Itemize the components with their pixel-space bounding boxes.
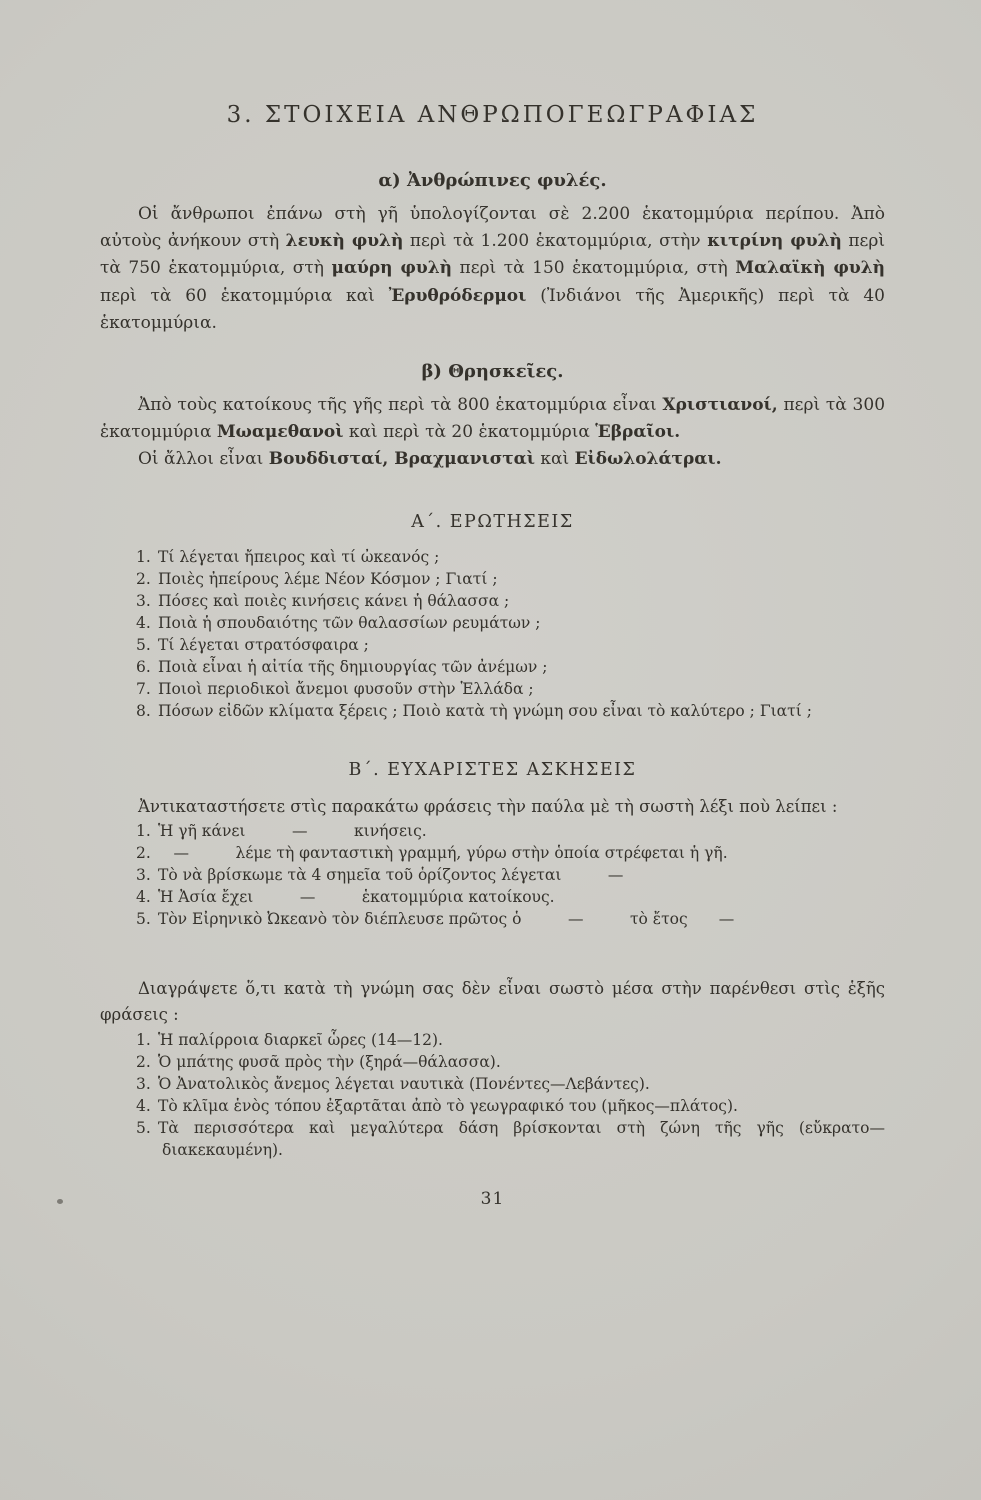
page-number: 31 [480,1188,505,1209]
bold-term: Βουδδισταί, Βραχμανισταὶ [268,449,535,470]
item-number: 6. [136,657,151,676]
question-item [136,634,885,656]
question-item [136,612,885,634]
section-races-heading: α) Ἀνθρώπινες φυλές. [378,170,607,191]
item-number: 3. [136,591,151,610]
item-text: Πόσων εἰδῶν κλίματα ξέρεις ; Ποιὸ κατὰ τὴ γνώμη σου εἶναι τὸ καλύτερο ; Γιατί ; [158,701,812,720]
races-paragraph [100,201,885,337]
delete-exercise-item [136,1095,885,1117]
item-number: 5. [136,909,151,928]
item-number: 4. [136,887,151,906]
item-number: 4. [136,613,151,632]
religions-others-paragraph [100,446,885,473]
bold-term: Χριστιανοί, [662,394,778,415]
text-run: καὶ περὶ τὰ 20 ἑκατομμύρια [343,422,596,443]
question-item [136,568,885,590]
exercises-heading: Β΄. ΕΥΧΑΡΙΣΤΕΣ ΑΣΚΗΣΕΙΣ [348,759,637,780]
fill-blank-item [136,820,885,842]
item-text: Ἡ γῆ κάνει — κινήσεις. [158,821,427,840]
ink-speck-artifact [57,1199,63,1204]
bold-term: Εἰδωλολάτραι. [574,449,722,470]
item-text: Ποιὰ ἡ σπουδαιότης τῶν θαλασσίων ρευμάτων ; [158,613,541,632]
item-number: 5. [136,635,151,654]
exercises-intro: Ἀντικαταστήσετε στὶς παρακάτω φράσεις τὴν παύλα μὲ τὴ σωστὴ λέξι ποὺ λείπει : [138,796,838,816]
item-number: 1. [136,1030,151,1049]
item-number: 2. [136,843,151,862]
bold-term: Μαλαϊκὴ φυλὴ [735,258,885,279]
delete-exercise-item [136,1029,885,1051]
text-run: Ἀπὸ τοὺς κατοίκους τῆς γῆς περὶ τὰ 800 ἑκατομμύρια εἶναι [138,394,663,415]
item-number: 8. [136,701,151,720]
item-number: 2. [136,569,151,588]
fill-blank-item [136,864,885,886]
bold-term: μαύρη φυλὴ [331,258,453,279]
item-number: 3. [136,1074,151,1093]
religions-paragraph [100,392,885,446]
item-text: Ποιοὶ περιοδικοὶ ἄνεμοι φυσοῦν στὴν Ἑλλάδα ; [158,679,534,698]
item-number: 5. [136,1118,151,1137]
item-text: — λέμε τὴ φανταστικὴ γραμμή, γύρω στὴν ὁποία στρέφεται ἡ γῆ. [158,843,728,862]
text-run: καὶ [535,449,575,470]
delete-exercise-list [136,1029,885,1161]
item-number: 1. [136,547,151,566]
item-text: Ὁ μπάτης φυσᾶ πρὸς τὴν (ξηρά—θάλασσα). [158,1052,501,1071]
fill-blank-list [136,820,885,930]
text-run: περὶ τὰ 60 ἑκατομμύρια καὶ [100,285,389,306]
bold-term: κιτρίνη φυλὴ [707,231,842,252]
text-run: περὶ τὰ 300 ἑκατομμύρια [100,394,886,443]
text-run: περὶ τὰ 150 ἑκατομμύρια, στὴ [452,258,736,279]
item-text: Ἡ παλίρροια διαρκεῖ ὧρες (14—12). [158,1030,443,1049]
item-number: 7. [136,679,151,698]
item-text: Ποιὲς ἠπείρους λέμε Νέον Κόσμον ; Γιατί ; [158,569,498,588]
question-item [136,590,885,612]
fill-blank-item [136,842,885,864]
item-text: Πόσες καὶ ποιὲς κινήσεις κάνει ἡ θάλασσα ; [158,591,510,610]
item-text: Τί λέγεται στρατόσφαιρα ; [158,635,369,654]
item-text: Ἡ Ἀσία ἔχει — ἑκατομμύρια κατοίκους. [158,887,555,906]
delete-exercise-item [136,1073,885,1095]
question-item [136,656,885,678]
item-text: Τί λέγεται ἤπειρος καὶ τί ὠκεανός ; [158,547,440,566]
question-item [136,678,885,700]
fill-blank-item [136,908,885,930]
item-number: 3. [136,865,151,884]
questions-heading: Α΄. ΕΡΩΤΗΣΕΙΣ [411,511,574,532]
text-run: Οἱ ἄνθρωποι ἐπάνω στὴ γῆ ὑπολογίζονται σὲ 2.200 ἑκατομμύρια περίπου. Ἀπὸ αὐτοὺς ἀνήκουν στὴ [100,204,885,252]
item-text: Τὸν Εἰρηνικὸ Ὠκεανὸ τὸν διέπλευσε πρῶτος ὁ — τὸ ἔτος — [158,909,735,928]
bold-term: λευκὴ φυλὴ [285,231,404,252]
delete-exercise-item [136,1117,885,1161]
item-text: Ὁ Ἀνατολικὸς ἄνεμος λέγεται ναυτικὰ (Πονέντες—Λεβάντες). [158,1074,650,1093]
text-run: (Ἰνδιάνοι τῆς Ἀμερικῆς) περὶ τὰ 40 ἑκατομμύρια. [100,285,885,333]
item-text: Τὸ νὰ βρίσκωμε τὰ 4 σημεῖα τοῦ ὁρίζοντος λέγεται — [158,865,624,884]
item-text: Τὰ περισσότερα καὶ μεγαλύτερα δάση βρίσκονται στὴ ζώνη τῆς γῆς (εὔκρατο—διακεκαυμένη). [158,1118,885,1159]
questions-list [136,546,885,722]
question-item [136,546,885,568]
page-title: 3. ΣΤΟΙΧΕΙΑ ΑΝΘΡΩΠΟΓΕΩΓΡΑΦΙΑΣ [226,102,759,128]
item-text: Ποιὰ εἶναι ἡ αἰτία τῆς δημιουργίας τῶν ἀνέμων ; [158,657,548,676]
delete-exercise-item [136,1051,885,1073]
text-run: περὶ τὰ 1.200 ἑκατομμύρια, στὴν [403,231,708,252]
bold-term: Μωαμεθανοὶ [216,422,344,443]
item-number: 1. [136,821,151,840]
item-number: 4. [136,1096,151,1115]
delete-exercise-intro: Διαγράψετε ὅ,τι κατὰ τὴ γνώμη σας δὲν εἶναι σωστὸ μέσα στὴν παρένθεσι στὶς ἑξῆς φράσεις : [100,978,885,1025]
item-number: 2. [136,1052,151,1071]
fill-blank-item [136,886,885,908]
question-item [136,700,885,722]
bold-term: Ἑβραῖοι. [595,422,681,443]
text-run: Οἱ ἄλλοι εἶναι [138,449,269,470]
item-text: Τὸ κλῖμα ἑνὸς τόπου ἐξαρτᾶται ἀπὸ τὸ γεωγραφικό του (μῆκος—πλάτος). [158,1096,738,1115]
text-run: περὶ τὰ 750 ἑκατομμύρια, στὴ [100,231,885,279]
section-religions-heading: β) Θρησκεῖες. [421,360,564,382]
bold-term: Ἐρυθρόδερμοι [388,285,527,306]
